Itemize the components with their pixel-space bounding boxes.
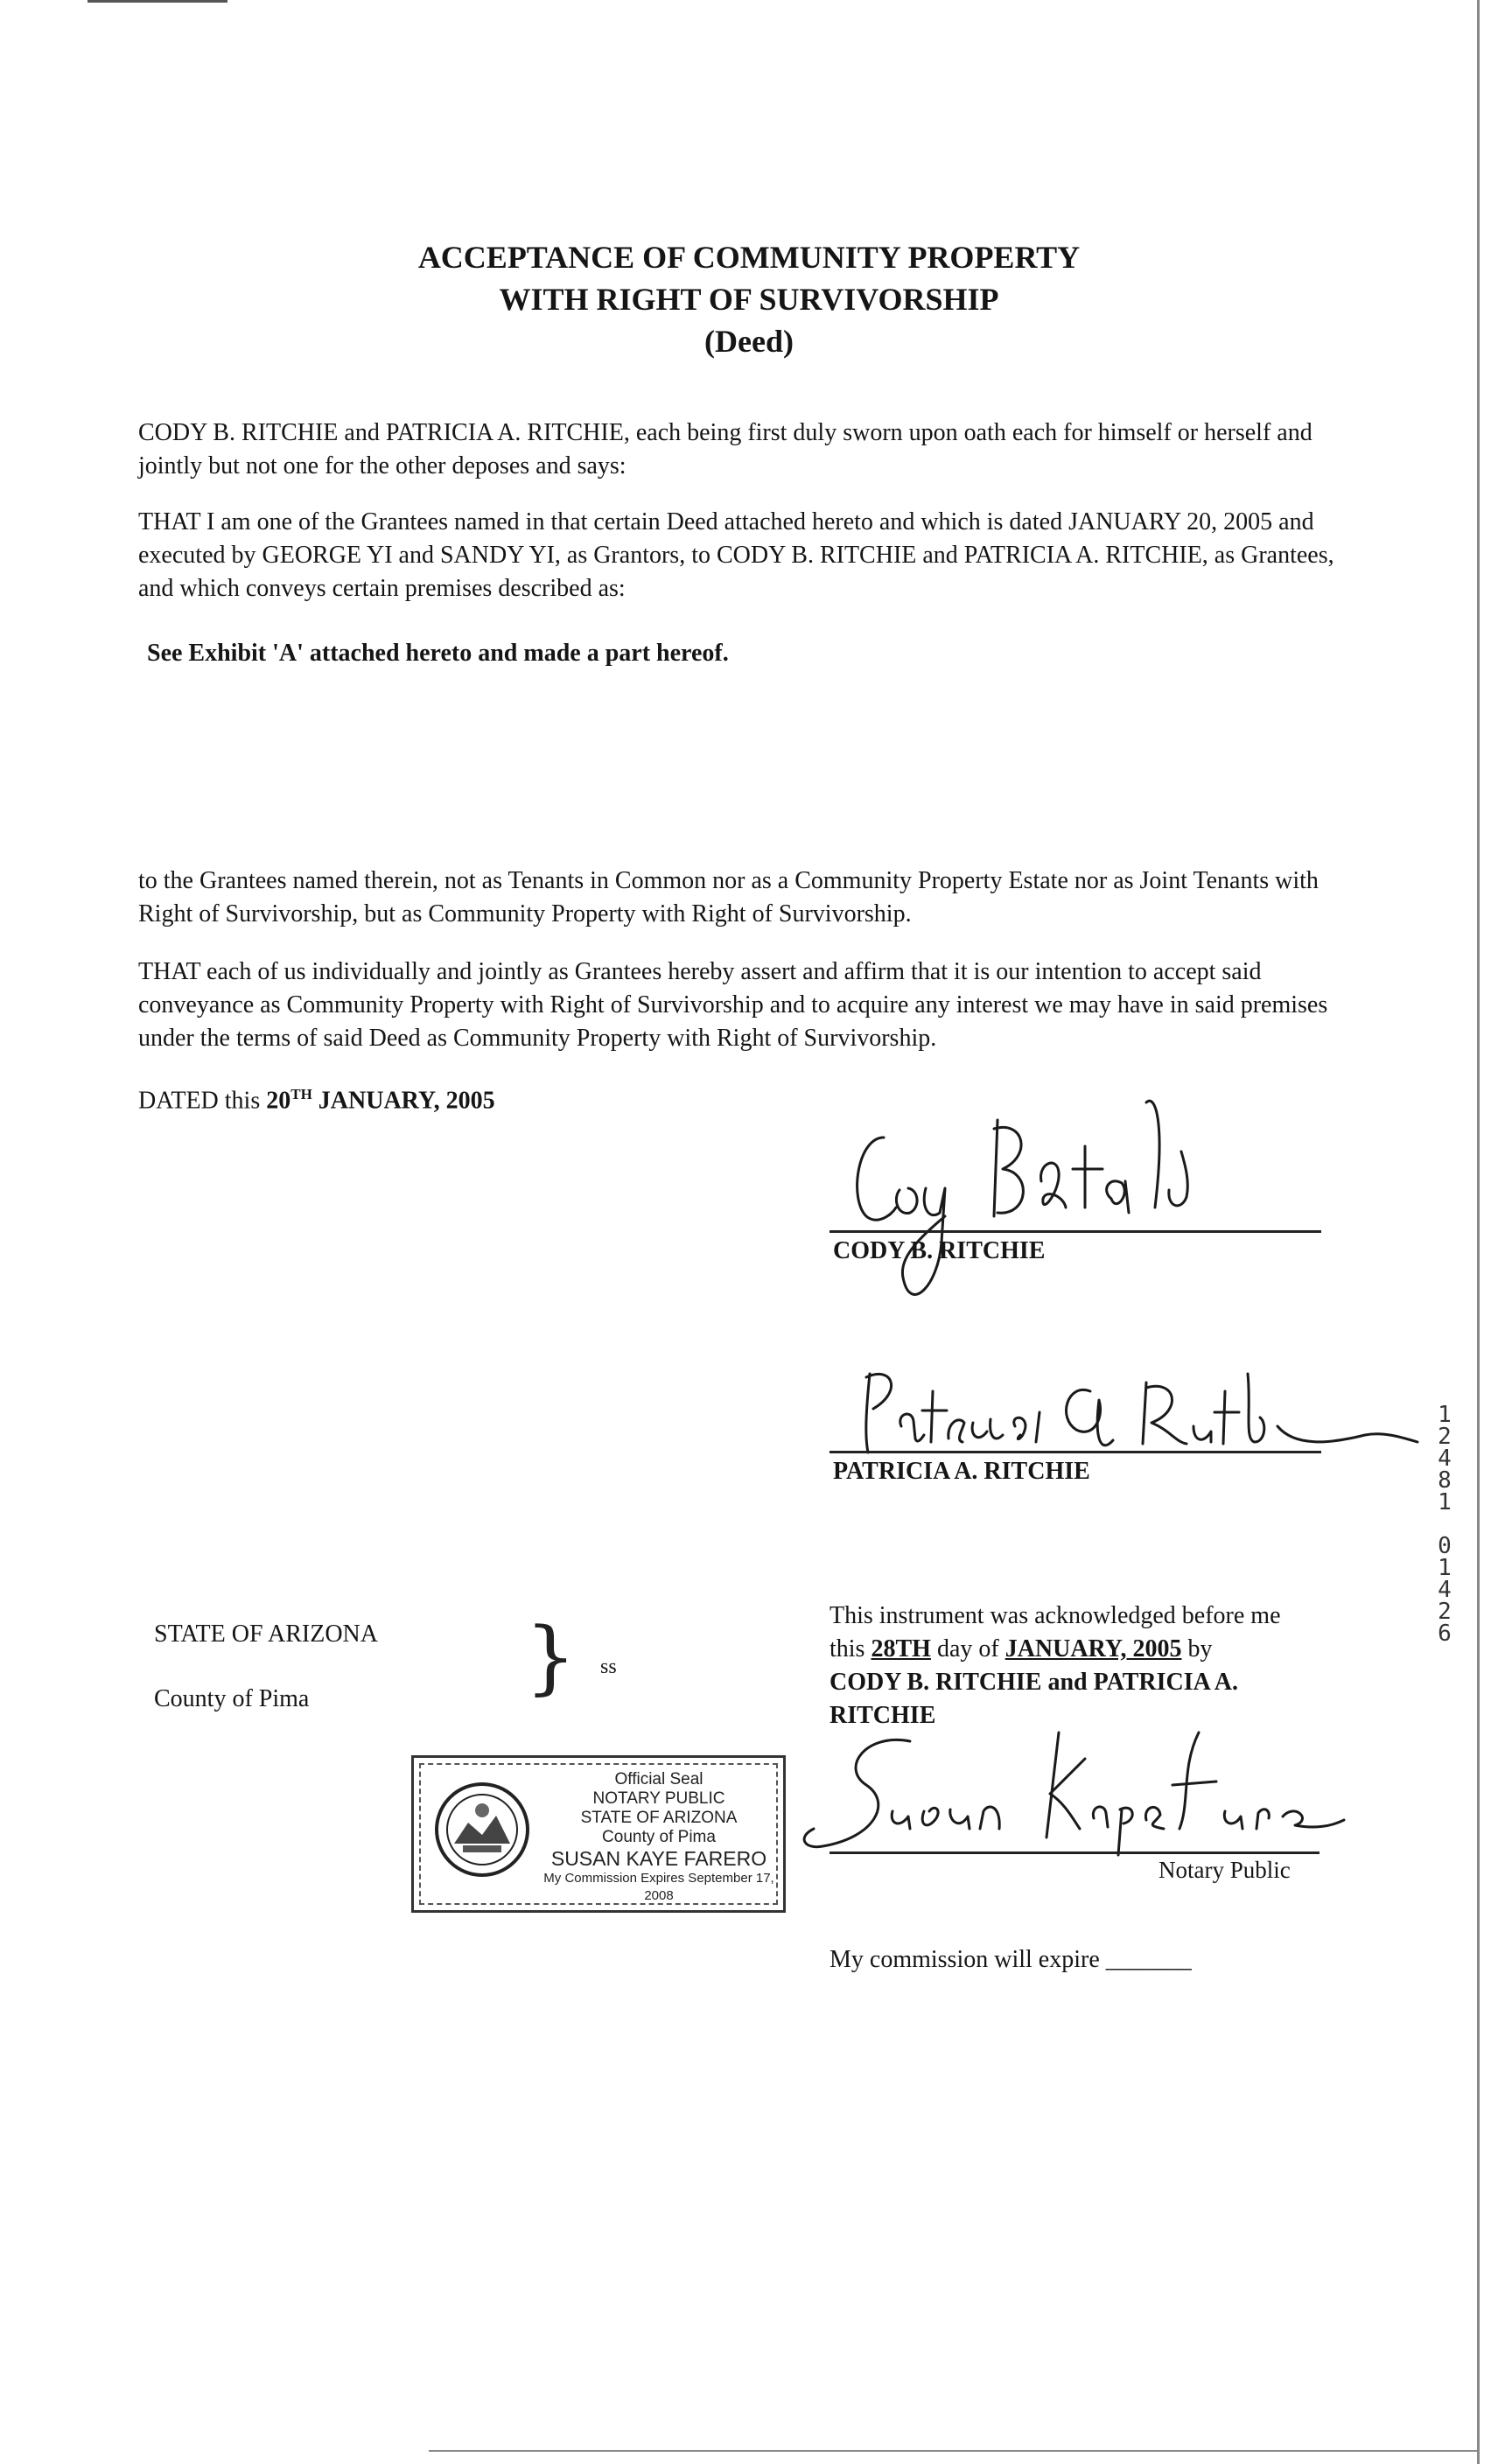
stamp-line-notary-public: NOTARY PUBLIC — [592, 1789, 725, 1808]
acknowledgment-names: CODY B. RITCHIE and PATRICIA A. RITCHIE — [830, 1669, 1239, 1729]
dated-prefix: DATED this — [138, 1087, 267, 1115]
patricia-signature-line — [830, 1451, 1321, 1453]
notary-public-label: Notary Public — [1158, 1857, 1291, 1883]
acknowledgment-line-2 — [830, 1633, 1372, 1666]
acknowledgment-line-1: This instrument was acknowledged before me — [830, 1602, 1281, 1629]
stamp-line-notary-name: SUSAN KAYE FARERO — [550, 1847, 767, 1870]
exhibit-reference: See Exhibit 'A' attached hereto and made a part hereof. — [147, 640, 729, 667]
scan-edge-right — [1477, 0, 1480, 2464]
recording-digit: 2 — [1438, 1424, 1452, 1450]
that-paragraph-1: THAT I am one of the Grantees named in that certain Deed attached hereto and which is dated JANUARY 20, 2005 and executed by GEORGE YI and SANDY YI, as Grantors, to CODY B. RITCHIE and PATRICIA A. RITCHIE, as Grantees, and which conveys certain premises described as: — [138, 508, 1334, 602]
title-line-1: ACCEPTANCE OF COMMUNITY PROPERTY — [417, 240, 1081, 275]
recording-digit: 2 — [1438, 1599, 1452, 1625]
recording-digit: 8 — [1438, 1467, 1452, 1494]
stamp-text — [536, 1770, 781, 1905]
recording-digit: 4 — [1438, 1446, 1452, 1472]
document-title — [0, 236, 1498, 362]
cody-signature-label: CODY B. RITCHIE — [833, 1237, 1046, 1264]
dated-day: 20 — [266, 1087, 291, 1115]
venue-county: County of Pima — [154, 1685, 310, 1712]
venue-ss: ss — [600, 1656, 617, 1678]
recording-number-vertical — [1432, 1404, 1458, 1645]
stamp-line-state: STATE OF ARIZONA — [580, 1809, 738, 1827]
stamp-line-county: County of Pima — [602, 1828, 716, 1846]
scan-edge-bottom — [429, 2450, 1479, 2452]
patricia-signature-label: PATRICIA A. RITCHIE — [833, 1458, 1090, 1485]
recording-digit: 1 — [1438, 1402, 1452, 1428]
ack-day-of: day of — [930, 1635, 1005, 1662]
grantees-paragraph: to the Grantees named therein, not as Tenants in Common nor as a Community Property Estate nor as Joint Tenants with Right of Survivorship, but as Community Property with Right of Survivorship. — [138, 867, 1319, 928]
state-seal-icon — [433, 1781, 531, 1879]
commission-expiry: My commission will expire _______ — [830, 1946, 1192, 1973]
scan-edge-top — [88, 0, 228, 3]
title-line-2: WITH RIGHT OF SURVIVORSHIP — [499, 282, 999, 317]
that-paragraph-2: THAT each of us individually and jointly as Grantees hereby assert and affirm that it is our intention to accept said conveyance as Community Property with Right of Survivorship and to acquire any interest we may have in said premises under the terms of said Deed as Community Property with Right of Survivorship. — [138, 958, 1328, 1052]
ack-day: 28TH — [871, 1635, 931, 1662]
notary-seal-stamp — [411, 1755, 786, 1913]
stamp-line-official-seal: Official Seal — [614, 1770, 704, 1788]
cody-handwritten-signature — [822, 1085, 1348, 1339]
venue-state: STATE OF ARIZONA — [154, 1620, 378, 1648]
ack-by: by — [1181, 1635, 1213, 1662]
intro-paragraph: CODY B. RITCHIE and PATRICIA A. RITCHIE, each being first duly sworn upon oath each for himself or herself and jointly but not one for the other deposes and says: — [138, 419, 1312, 480]
ack-date: JANUARY, 2005 — [1004, 1635, 1182, 1662]
recording-digit: 1 — [1438, 1489, 1452, 1516]
recording-digit: 4 — [1438, 1577, 1452, 1603]
notary-handwritten-signature — [788, 1715, 1348, 1872]
recording-digit: 1 — [1438, 1555, 1452, 1581]
venue-brace: } — [525, 1610, 577, 1704]
stamp-line-commission: My Commission Expires September 17, 2008 — [543, 1871, 774, 1903]
recording-digit: 0 — [1438, 1533, 1452, 1559]
ack-this-word: this — [830, 1635, 872, 1662]
acknowledgment-block — [830, 1600, 1372, 1732]
dated-month-year: JANUARY, 2005 — [312, 1087, 495, 1115]
cody-signature-line — [830, 1230, 1321, 1233]
recording-digit: 6 — [1438, 1620, 1452, 1647]
title-line-3: (Deed) — [704, 324, 794, 359]
notary-signature-line — [830, 1852, 1320, 1854]
dated-day-suffix: TH — [290, 1086, 312, 1102]
